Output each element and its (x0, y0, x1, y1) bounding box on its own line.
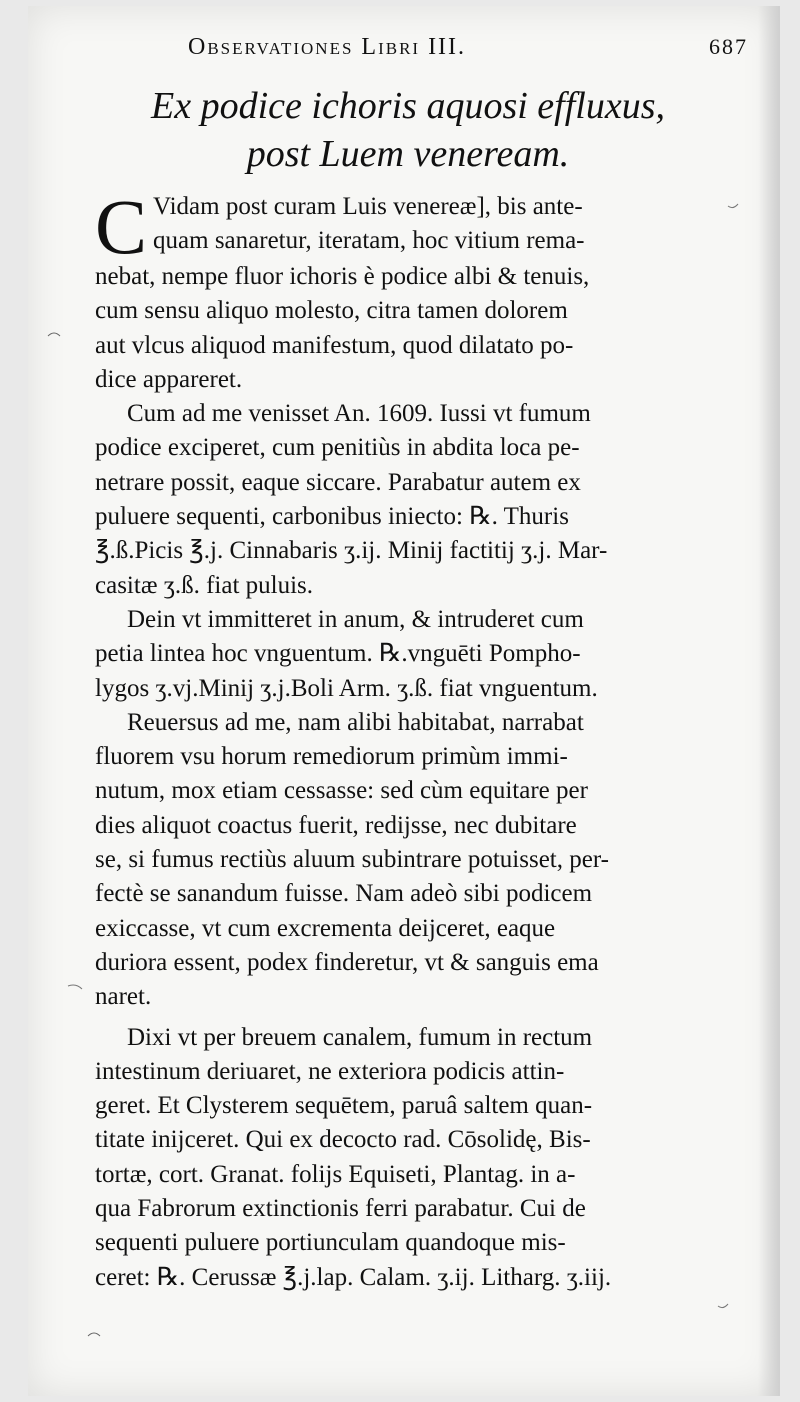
text-line: cum sensu aliquo molesto, citra tamen dolorem (95, 297, 568, 325)
running-head-title: Observationes Libri III. (188, 34, 467, 60)
text-line: naret. (95, 983, 152, 1011)
paragraph-3 (95, 603, 751, 706)
text-line: podice exciperet, cum penitiùs in abdita loca pe- (95, 434, 580, 462)
text-line: fluorem vsu horum remediorum primùm immi- (95, 743, 568, 771)
paragraph-2 (95, 397, 751, 603)
text-line: fectè se sanandum fuisse. Nam adeò sibi podicem (95, 880, 593, 908)
text-line: duriora essent, podex finderetur, vt & sanguis ema (95, 948, 599, 976)
text-line: qua Fabrorum extinctionis ferri parabatur. Cui de (95, 1195, 586, 1223)
text-line: quam sanaretur, iteratam, hoc vitium rema- (153, 227, 585, 255)
text-line: nebat, nempe fluor ichoris è podice albi & tenuis, (95, 263, 590, 290)
text-line: netrare possit, eaque siccare. Parabatur autem ex (95, 468, 581, 496)
paragraph-4 (95, 706, 751, 1015)
text-line: puluere sequenti, carbonibus iniecto: ℞. Thuris (95, 503, 569, 531)
text-line: Cum ad me venisset An. 1609. Iussi vt fumum (127, 400, 591, 428)
text-line: Reuersus ad me, nam alibi habitabat, narrabat (127, 708, 584, 736)
text-line: intestinum deriuaret, ne exteriora podicis attin- (95, 1057, 565, 1085)
text-line: dies aliquot coactus fuerit, redijsse, nec dubitare (95, 811, 577, 839)
body-text (95, 183, 751, 1295)
text-line: exiccasse, vt cum excrementa deijceret, eaque (95, 914, 556, 942)
text-line: Vidam post curam Luis venereæ], bis ante- (153, 193, 583, 220)
text-line: tortæ, cort. Granat. folijs Equiseti, Plantag. in a- (95, 1160, 576, 1188)
text-line: nutum, mox etiam cessasse: sed cùm equitare per (95, 777, 588, 805)
heading-line-2: post Luem veneream. (246, 133, 570, 175)
text-line: ceret: ℞. Cerussæ ℥.j.lap. Calam. ʒ.ij. Litharg. ʒ.iij. (95, 1263, 612, 1291)
text-line: ℥.ß.Picis ℥.j. Cinnabaris ʒ.ij. Minij factitij ʒ.j. Mar- (95, 537, 608, 565)
text-line: titate inijceret. Qui ex decocto rad. Cōsolidę, Bis- (95, 1126, 591, 1154)
page-edge-shadow (758, 6, 780, 1396)
text-line: aut vlcus aliquod manifestum, quod dilatato po- (95, 331, 574, 359)
text-line: petia lintea hoc vnguentum. ℞.vnguēti Pompho- (95, 640, 581, 668)
page-number: 687 (709, 34, 748, 59)
text-line: sequenti puluere portiunculam quandoque mis- (95, 1229, 566, 1257)
text-line: Dein vt immitteret in anum, & intruderet cum (127, 605, 584, 633)
text-line: se, si fumus rectiùs aluum subintrare potuisset, per- (95, 846, 609, 874)
drop-cap: C (95, 183, 148, 270)
text-line: casitæ ʒ.ß. fiat puluis. (95, 571, 314, 599)
heading-line-1: Ex podice ichoris aquosi effluxus, (151, 85, 665, 127)
observation-heading (88, 82, 728, 178)
book-page (28, 6, 780, 1396)
text-line: Dixi vt per breuem canalem, fumum in rectum (127, 1023, 593, 1051)
paragraph-5 (95, 1021, 751, 1295)
running-head (188, 34, 748, 66)
paragraph-1 (95, 183, 751, 397)
text-line: lygos ʒ.vj.Minij ʒ.j.Boli Arm. ʒ.ß. fiat vnguentum. (95, 674, 598, 702)
text-line: geret. Et Clysterem sequētem, paruâ saltem quan- (95, 1092, 593, 1120)
text-line: dice appareret. (95, 365, 243, 393)
